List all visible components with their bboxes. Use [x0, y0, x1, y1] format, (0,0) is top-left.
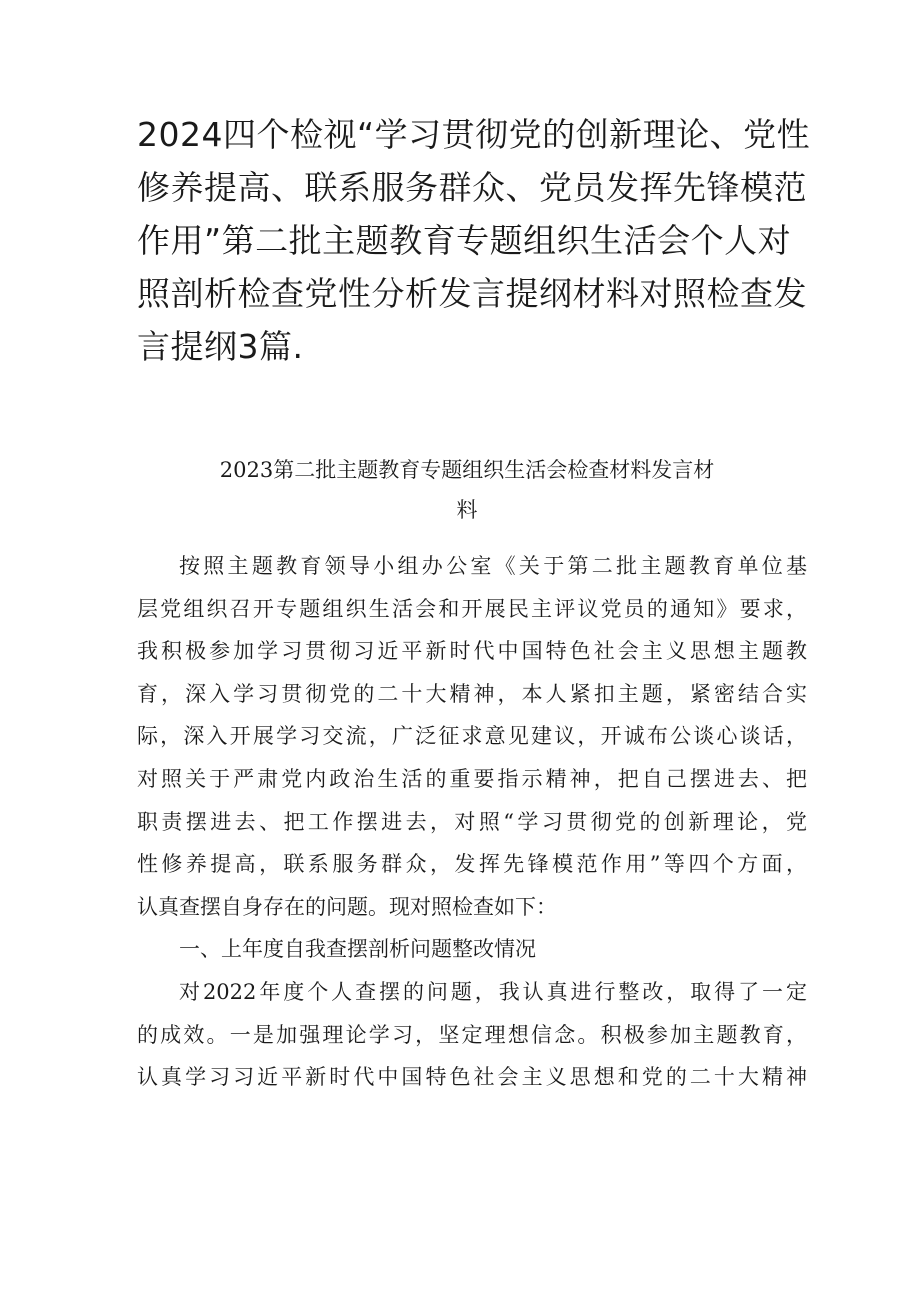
paragraph-line: 我积极参加学习贯彻习近平新时代中国特色社会主义思想主题教 — [137, 639, 807, 664]
paragraph-line: 认真查摆自身存在的问题。现对照检查如下： — [137, 894, 557, 919]
section-heading-line: 2023第二批主题教育专题组织生活会检查材料发言材 — [219, 458, 715, 482]
paragraph-line: 性修养提高，联系服务群众，发挥先锋模范作用”等四个方面， — [137, 852, 807, 877]
paragraph-line: 际，深入开展学习交流，广泛征求意见建议，开诚布公谈心谈话， — [137, 724, 807, 749]
section-heading-line: 料 — [456, 498, 478, 522]
title-line: 言提纲3篇. — [137, 327, 304, 366]
paragraph-line: 层党组织召开专题组织生活会和开展民主评议党员的通知》要求， — [137, 596, 807, 621]
title-line: 照剖析检查党性分析发言提纲材料对照检查发 — [137, 274, 807, 313]
title-line: 修养提高、联系服务群众、党员发挥先锋模范 — [137, 168, 807, 207]
body-text — [137, 545, 807, 1099]
document-title — [137, 108, 811, 373]
paragraph-line: 职责摆进去、把工作摆进去，对照“学习贯彻党的创新理论，党 — [137, 809, 807, 834]
title-line: 作用”第二批主题教育专题组织生活会个人对 — [137, 221, 792, 260]
paragraph-line: 育，深入学习贯彻党的二十大精神，本人紧扣主题，紧密结合实 — [137, 681, 807, 706]
section-heading — [137, 450, 797, 530]
title-line: 2024四个检视“学习贯彻党的创新理论、党性 — [137, 115, 811, 154]
paragraph-line: 对照关于严肃党内政治生活的重要指示精神，把自己摆进去、把 — [137, 766, 807, 791]
paragraph-line: 按照主题教育领导小组办公室《关于第二批主题教育单位基 — [179, 554, 807, 578]
paragraph-line: 对2022年度个人查摆的问题，我认真进行整改，取得了一定 — [179, 979, 807, 1004]
paragraph-line: 的成效。一是加强理论学习，坚定理想信念。积极参加主题教育， — [137, 1022, 807, 1047]
paragraph-line: 认真学习习近平新时代中国特色社会主义思想和党的二十大精神 — [137, 1065, 807, 1090]
subheading-line: 一、上年度自我查摆剖析问题整改情况 — [179, 937, 536, 962]
